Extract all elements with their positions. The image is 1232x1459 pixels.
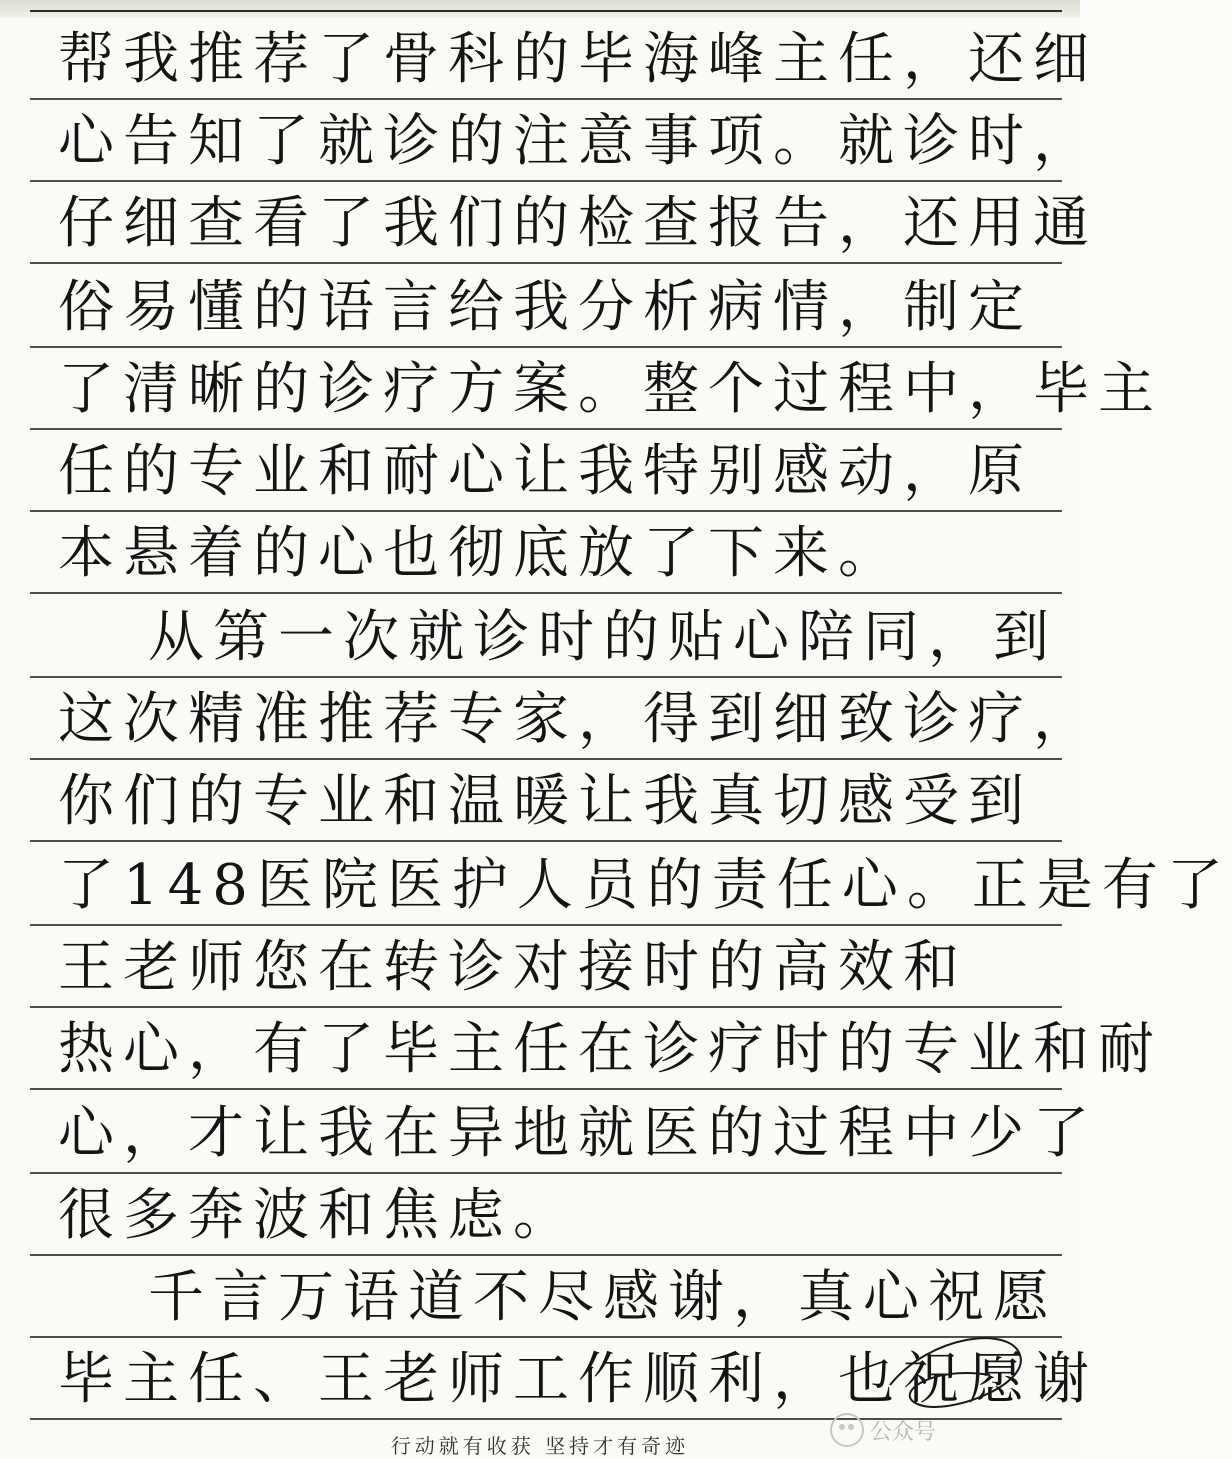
handwritten-line: 了148医院医护人员的责任心。正是有了 xyxy=(58,853,1232,918)
top-ruled-line xyxy=(30,10,1062,12)
handwritten-line: 热心，有了毕主任在诊疗时的专业和耐 xyxy=(58,1017,1163,1082)
handwritten-line: 你们的专业和温暖让我真切感受到 xyxy=(58,769,1033,834)
handwritten-line: 任的专业和耐心让我特别感动，原 xyxy=(58,439,1033,504)
handwritten-line: 王老师您在转诊对接时的高效和 xyxy=(58,935,968,1000)
handwritten-line: 帮我推荐了骨科的毕海峰主任，还细 xyxy=(58,27,1098,92)
page-footer: 行动就有收获 坚持才有奇迹 xyxy=(390,1434,690,1458)
handwritten-line: 千言万语道不尽感谢，真心祝愿 xyxy=(148,1265,1058,1330)
handwritten-line: 心告知了就诊的注意事项。就诊时， xyxy=(58,109,1098,174)
page-top-edge xyxy=(0,0,1080,18)
handwritten-line: 仔细查看了我们的检查报告，还用通 xyxy=(58,191,1098,256)
handwritten-line: 本悬着的心也彻底放了下来。 xyxy=(58,521,903,586)
handwritten-line: 心，才让我在异地就医的过程中少了 xyxy=(58,1101,1098,1166)
handwritten-line: 毕主任、王老师工作顺利，也祝愿谢 xyxy=(58,1347,1098,1412)
handwritten-line: 从第一次就诊时的贴心陪同，到 xyxy=(148,605,1058,670)
watermark-text: 公众号 xyxy=(870,1419,937,1445)
handwritten-line: 很多奔波和焦虑。 xyxy=(58,1183,578,1248)
handwritten-line: 俗易懂的语言给我分析病情，制定 xyxy=(58,275,1033,340)
handwritten-line: 这次精准推荐专家，得到细致诊疗， xyxy=(58,687,1098,752)
handwritten-line: 了清晰的诊疗方案。整个过程中，毕主 xyxy=(58,357,1163,422)
